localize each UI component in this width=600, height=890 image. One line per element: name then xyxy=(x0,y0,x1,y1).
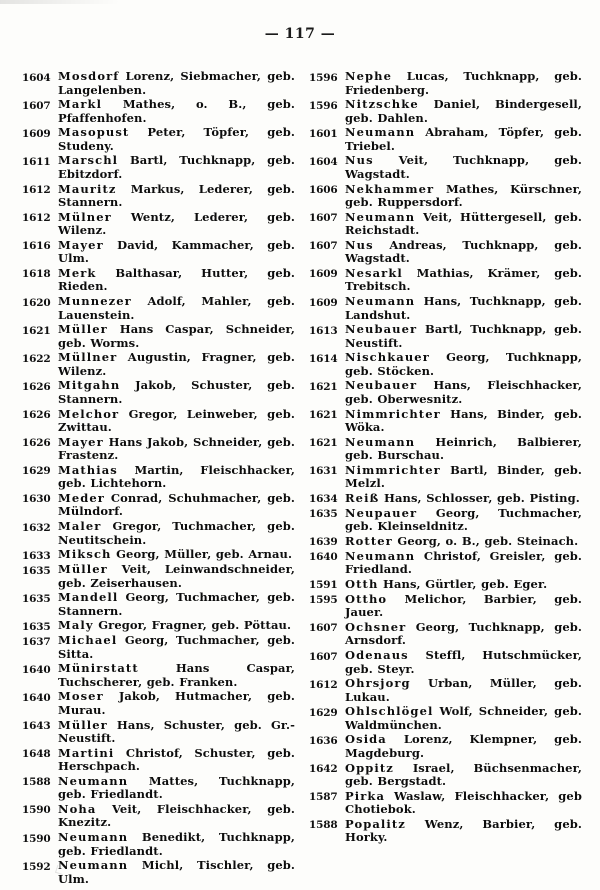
entry-surname: Mayer xyxy=(58,237,104,252)
entry-text: Nus Andreas, Tuchknapp, geb. Wagstadt. xyxy=(345,237,582,266)
entry-row xyxy=(309,267,582,294)
entry-text: Merk Balthasar, Hutter, geb. Rieden. xyxy=(58,265,295,294)
entry-year: 1648 xyxy=(22,748,51,761)
entry-text: Neupauer Georg, Tuchmacher, geb. Kleinseldnitz. xyxy=(345,505,582,534)
entry-row xyxy=(309,535,582,549)
entry-text: Munnezer Adolf, Mahler, geb. Lauenstein. xyxy=(58,294,295,322)
entry-text: Maly Gregor, Fragner, geb. Pöttau. xyxy=(58,618,292,633)
entry-surname: Münirstatt xyxy=(58,661,139,676)
entry-surname: Neumann xyxy=(345,548,416,563)
entry-surname: Mathias xyxy=(58,462,118,477)
entry-row xyxy=(22,831,295,858)
entry-surname: Miksch xyxy=(58,547,112,562)
entry-row xyxy=(309,98,582,125)
entry-text: Ochsner Georg, Tuchknapp, geb. Arnsdorf. xyxy=(345,619,582,648)
entry-surname: Nesarkl xyxy=(345,265,403,280)
entry-surname: Nephe xyxy=(345,69,393,83)
entry-year: 1640 xyxy=(22,691,51,704)
entry-surname: Müller xyxy=(58,717,108,732)
entry-surname: Müller xyxy=(58,322,108,337)
entry-row xyxy=(309,790,582,817)
entry-row xyxy=(309,507,582,534)
right-column xyxy=(309,70,582,846)
entry-year: 1621 xyxy=(22,324,51,337)
entry-surname: Pirka xyxy=(345,788,385,803)
entry-surname: Neumann xyxy=(58,858,129,873)
entry-text: Neumann Mattes, Tuchknapp, geb. Friedlandt. xyxy=(58,773,295,802)
entry-surname: Noha xyxy=(58,801,97,816)
entry-surname: Neumann xyxy=(58,830,129,844)
entry-year: 1622 xyxy=(22,352,51,365)
entry-surname: Neubauer xyxy=(345,378,418,393)
entry-row xyxy=(22,183,295,210)
left-column xyxy=(22,70,295,887)
entry-surname: Mosdorf xyxy=(58,69,120,83)
entry-surname: Neubauer xyxy=(345,322,418,337)
entry-text: Rotter Georg, o. B., geb. Steinach. xyxy=(345,533,579,548)
entry-year: 1643 xyxy=(22,720,51,732)
entry-row xyxy=(22,126,295,153)
entry-year: 1609 xyxy=(22,127,51,140)
entry-text: Müllner Augustin, Fragner, geb. Wilenz. xyxy=(58,350,295,378)
entry-year: 1642 xyxy=(309,763,338,775)
entry-surname: Otth xyxy=(345,576,379,591)
entry-surname: Meder xyxy=(58,490,105,505)
entry-year: 1635 xyxy=(22,592,51,605)
entry-text: Nimmrichter Hans, Binder, geb. Wöka. xyxy=(345,406,582,435)
entry-row xyxy=(22,591,295,618)
entry-row xyxy=(22,548,295,562)
entry-year: 1613 xyxy=(309,324,338,337)
entry-row xyxy=(22,859,295,886)
entry-year: 1620 xyxy=(22,296,51,309)
entry-text: Müller Hans Caspar, Schneider, geb. Worms. xyxy=(58,322,295,350)
entry-year: 1630 xyxy=(22,493,51,506)
entry-row xyxy=(22,379,295,406)
scan-artifact-top xyxy=(0,0,120,4)
entry-surname: Nischkauer xyxy=(345,350,430,365)
entry-row xyxy=(309,126,582,153)
entry-text: Popalitz Wenz, Barbier, geb. Horky. xyxy=(345,816,582,845)
entry-text: Pirka Waslaw, Fleischhacker, geb Chotiebok. xyxy=(345,788,582,817)
entry-text: Münirstatt Hans Caspar, Tuchscherer, geb. Franken. xyxy=(58,661,295,689)
entry-surname: Odenaus xyxy=(345,648,409,662)
entry-text: Neumann Michl, Tischler, geb. Ulm. xyxy=(58,858,295,886)
entry-year: 1632 xyxy=(22,521,51,534)
entry-text: Reiß Hans, Schlosser, geb. Pisting. xyxy=(345,490,580,505)
entry-surname: Nimmrichter xyxy=(345,462,441,477)
entry-text: Ohlschlögel Wolf, Schneider, geb. Waldmünchen. xyxy=(345,704,582,732)
entry-row xyxy=(309,818,582,845)
entry-row xyxy=(309,379,582,406)
entry-row xyxy=(22,492,295,519)
entry-row xyxy=(22,408,295,435)
entry-text: Neumann Veit, Hüttergesell, geb. Reichstadt. xyxy=(345,209,582,238)
entry-text: Neumann Hans, Tuchknapp, geb. Landshut. xyxy=(345,294,582,322)
entry-year: 1590 xyxy=(22,804,51,817)
entry-row xyxy=(22,619,295,633)
entry-text: Mauritz Markus, Lederer, geb. Stannern. xyxy=(58,181,295,210)
entry-text: Miksch Georg, Müller, geb. Arnau. xyxy=(58,547,293,562)
entry-row xyxy=(309,762,582,789)
entry-row xyxy=(22,464,295,491)
entry-text: Odenaus Steffl, Hutschmücker, geb. Steyr. xyxy=(345,648,582,676)
entry-text: Nimmrichter Bartl, Binder, geb. Melzl. xyxy=(345,462,582,491)
entry-year: 1621 xyxy=(309,409,338,421)
entry-year: 1607 xyxy=(309,622,338,635)
entry-year: 1640 xyxy=(309,551,338,564)
entry-surname: Maly xyxy=(58,618,94,633)
entry-text: Mülner Wentz, Lederer, geb. Wilenz. xyxy=(58,209,295,238)
entry-row xyxy=(22,719,295,746)
entry-text: Neumann Abraham, Töpfer, geb. Triebel. xyxy=(345,125,582,153)
entry-year: 1621 xyxy=(309,437,338,450)
entry-row xyxy=(309,323,582,350)
entry-row xyxy=(22,775,295,802)
two-column-body xyxy=(0,70,600,887)
entry-year: 1634 xyxy=(309,493,338,506)
entry-row xyxy=(309,154,582,181)
entry-row xyxy=(309,677,582,704)
entry-surname: Marschl xyxy=(58,153,119,168)
entry-surname: Merk xyxy=(58,265,97,280)
entry-row xyxy=(309,211,582,238)
entry-year: 1637 xyxy=(22,635,51,648)
entry-year: 1596 xyxy=(309,99,338,112)
entry-text: Nitzschke Daniel, Bindergesell, geb. Dahlen. xyxy=(345,97,582,125)
entry-text: Ottho Melichor, Barbier, geb. Jauer. xyxy=(345,591,582,620)
entry-surname: Mülner xyxy=(58,209,112,224)
entry-row xyxy=(309,649,582,676)
entry-text: Nus Veit, Tuchknapp, geb. Wagstadt. xyxy=(345,153,582,181)
entry-surname: Neumann xyxy=(345,434,416,449)
entry-row xyxy=(22,295,295,322)
entry-row xyxy=(22,436,295,463)
entry-surname: Moser xyxy=(58,689,104,704)
entry-row xyxy=(309,183,582,210)
entry-row xyxy=(309,578,582,592)
entry-text: Ohrsjorg Urban, Müller, geb. Lukau. xyxy=(345,676,582,704)
entry-year: 1639 xyxy=(309,536,338,549)
entry-surname: Masopust xyxy=(58,125,130,140)
entry-row xyxy=(309,351,582,378)
entry-row xyxy=(22,563,295,590)
entry-row xyxy=(22,747,295,774)
entry-year: 1590 xyxy=(22,832,51,845)
entry-year: 1621 xyxy=(309,380,338,393)
entry-surname: Nus xyxy=(345,153,374,168)
entry-surname: Michael xyxy=(58,633,118,648)
entry-text: Michael Georg, Tuchmacher, geb. Sitta. xyxy=(58,633,295,661)
entry-surname: Popalitz xyxy=(345,816,406,831)
entry-row xyxy=(309,408,582,435)
entry-row xyxy=(309,492,582,506)
entry-surname: Neumann xyxy=(345,294,416,308)
entry-year: 1640 xyxy=(22,663,51,676)
entry-text: Marschl Bartl, Tuchknapp, geb. Ebitzdorf. xyxy=(58,153,295,181)
entry-surname: Nekhammer xyxy=(345,181,435,196)
entry-text: Neumann Christof, Greisler, geb. Friedland. xyxy=(345,548,582,577)
entry-year: 1587 xyxy=(309,791,338,804)
entry-year: 1609 xyxy=(309,268,338,281)
entry-surname: Ohlschlögel xyxy=(345,704,434,719)
entry-text: Nephe Lucas, Tuchknapp, geb. Friedenberg. xyxy=(345,69,582,97)
entry-text: Neubauer Hans, Fleischhacker, geb. Oberwesnitz. xyxy=(345,378,582,406)
entry-year: 1612 xyxy=(22,212,51,225)
entry-text: Osida Lorenz, Klempner, geb. Magdeburg. xyxy=(345,732,582,760)
entry-row xyxy=(309,239,582,266)
entry-surname: Ottho xyxy=(345,591,388,606)
entry-year: 1635 xyxy=(22,620,51,633)
entry-surname: Nimmrichter xyxy=(345,406,441,421)
entry-surname: Müllner xyxy=(58,350,118,365)
entry-year: 1591 xyxy=(309,579,338,592)
entry-year: 1595 xyxy=(309,594,338,607)
entry-row xyxy=(309,295,582,322)
entry-text: Nesarkl Mathias, Krämer, geb. Trebitsch. xyxy=(345,265,582,294)
entry-surname: Maler xyxy=(58,519,102,533)
entry-text: Mitgahn Jakob, Schuster, geb. Stannern. xyxy=(58,378,295,406)
entry-row xyxy=(309,436,582,463)
entry-row xyxy=(22,211,295,238)
entry-year: 1616 xyxy=(22,240,51,253)
entry-text: Müller Veit, Leinwandschneider, geb. Zeiserhausen. xyxy=(58,562,295,590)
entry-year: 1588 xyxy=(22,776,51,789)
entry-text: Oppitz Israel, Büchsenmacher, geb. Bergstadt. xyxy=(345,760,582,789)
entry-year: 1635 xyxy=(309,508,338,521)
entry-text: Otth Hans, Gürtler, geb. Eger. xyxy=(345,576,548,591)
entry-year: 1611 xyxy=(22,155,51,168)
entry-year: 1633 xyxy=(22,549,51,562)
entry-surname: Melchor xyxy=(58,406,120,421)
entry-surname: Ohrsjorg xyxy=(345,676,411,691)
entry-row xyxy=(22,690,295,717)
entry-year: 1588 xyxy=(309,819,338,832)
entry-year: 1596 xyxy=(309,71,338,84)
entry-surname: Neumann xyxy=(345,125,416,140)
entry-surname: Neumann xyxy=(58,773,129,788)
entry-year: 1626 xyxy=(22,380,51,393)
entry-text: Müller Hans, Schuster, geb. Gr.-Neustift. xyxy=(58,717,295,746)
entry-surname: Rotter xyxy=(345,533,393,548)
entry-year: 1601 xyxy=(309,127,338,140)
entry-year: 1592 xyxy=(22,860,51,873)
entry-text: Mandell Georg, Tuchmacher, geb. Stannern. xyxy=(58,590,295,618)
entry-row xyxy=(22,267,295,294)
entry-text: Nischkauer Georg, Tuchknapp, geb. Stöcken. xyxy=(345,350,582,378)
entry-text: Nekhammer Mathes, Kürschner, geb. Ruppersdorf. xyxy=(345,181,582,210)
entry-year: 1604 xyxy=(309,155,338,168)
entry-row xyxy=(309,621,582,648)
entry-text: Mayer Hans Jakob, Schneider, geb. Frastenz. xyxy=(58,434,295,463)
entry-row xyxy=(309,464,582,491)
entry-row xyxy=(309,70,582,97)
entry-year: 1636 xyxy=(309,734,338,747)
entry-year: 1604 xyxy=(22,71,51,84)
entry-text: Meder Conrad, Schuhmacher, geb. Mülndorf. xyxy=(58,490,295,519)
entry-text: Noha Veit, Fleischhacker, geb. Knezitz. xyxy=(58,801,295,830)
entry-text: Neumann Heinrich, Balbierer, geb. Burschau. xyxy=(345,434,582,463)
entry-year: 1606 xyxy=(309,184,338,196)
entry-year: 1618 xyxy=(22,268,51,281)
entry-text: Neumann Benedikt, Tuchknapp, geb. Friedlandt. xyxy=(58,830,295,858)
entry-year: 1607 xyxy=(309,212,338,225)
entry-year: 1607 xyxy=(309,240,338,253)
entry-year: 1607 xyxy=(22,99,51,112)
entry-year: 1629 xyxy=(22,465,51,478)
entry-year: 1635 xyxy=(22,564,51,577)
entry-surname: Ochsner xyxy=(345,619,407,634)
entry-row xyxy=(22,803,295,830)
entry-row xyxy=(309,550,582,577)
entry-text: Martini Christof, Schuster, geb. Herschpach. xyxy=(58,745,295,774)
entry-text: Maler Gregor, Tuchmacher, geb. Neutitschein. xyxy=(58,519,295,547)
entry-surname: Reiß xyxy=(345,490,380,505)
entry-surname: Neumann xyxy=(345,209,416,224)
entry-text: Mathias Martin, Fleischhacker, geb. Lichtehorn. xyxy=(58,462,295,491)
entry-surname: Mauritz xyxy=(58,181,117,196)
entry-text: Moser Jakob, Hutmacher, geb. Murau. xyxy=(58,689,295,717)
entry-row xyxy=(22,154,295,181)
entry-surname: Nus xyxy=(345,237,374,252)
entry-row xyxy=(22,98,295,125)
entry-year: 1614 xyxy=(309,352,338,365)
entry-year: 1612 xyxy=(22,184,51,196)
entry-year: 1607 xyxy=(309,650,338,663)
entry-row xyxy=(22,70,295,97)
entry-year: 1631 xyxy=(309,465,338,478)
entry-surname: Mayer xyxy=(58,434,104,449)
entry-text: Mayer David, Kammacher, geb. Ulm. xyxy=(58,237,295,266)
entry-text: Masopust Peter, Töpfer, geb. Studeny. xyxy=(58,125,295,153)
entry-surname: Mandell xyxy=(58,590,119,605)
entry-surname: Oppitz xyxy=(345,760,394,775)
entry-row xyxy=(22,520,295,547)
entry-text: Markl Mathes, o. B., geb. Pfaffenhofen. xyxy=(58,97,295,125)
entry-row xyxy=(22,662,295,689)
entry-surname: Mitgahn xyxy=(58,378,121,393)
entry-row xyxy=(22,634,295,661)
entry-text: Neubauer Bartl, Tuchknapp, geb. Neustift. xyxy=(345,322,582,350)
entry-year: 1629 xyxy=(309,706,338,719)
entry-row xyxy=(22,239,295,266)
entry-text: Melchor Gregor, Leinweber, geb. Zwittau. xyxy=(58,406,295,435)
entry-surname: Müller xyxy=(58,562,108,576)
entry-row xyxy=(309,593,582,620)
entry-text: Mosdorf Lorenz, Siebmacher, geb. Langelenben. xyxy=(58,69,295,97)
entry-year: 1626 xyxy=(22,409,51,421)
entry-row xyxy=(309,705,582,732)
entry-year: 1612 xyxy=(309,678,338,691)
entry-surname: Markl xyxy=(58,97,103,112)
entry-year: 1626 xyxy=(22,437,51,450)
entry-row xyxy=(309,733,582,760)
entry-surname: Nitzschke xyxy=(345,97,419,112)
entry-row xyxy=(22,323,295,350)
entry-surname: Osida xyxy=(345,732,387,747)
entry-row xyxy=(22,351,295,378)
entry-year: 1609 xyxy=(309,296,338,309)
entry-surname: Martini xyxy=(58,745,115,760)
page-header: — 117 — xyxy=(264,26,336,42)
entry-surname: Munnezer xyxy=(58,294,132,308)
entry-surname: Neupauer xyxy=(345,505,418,520)
